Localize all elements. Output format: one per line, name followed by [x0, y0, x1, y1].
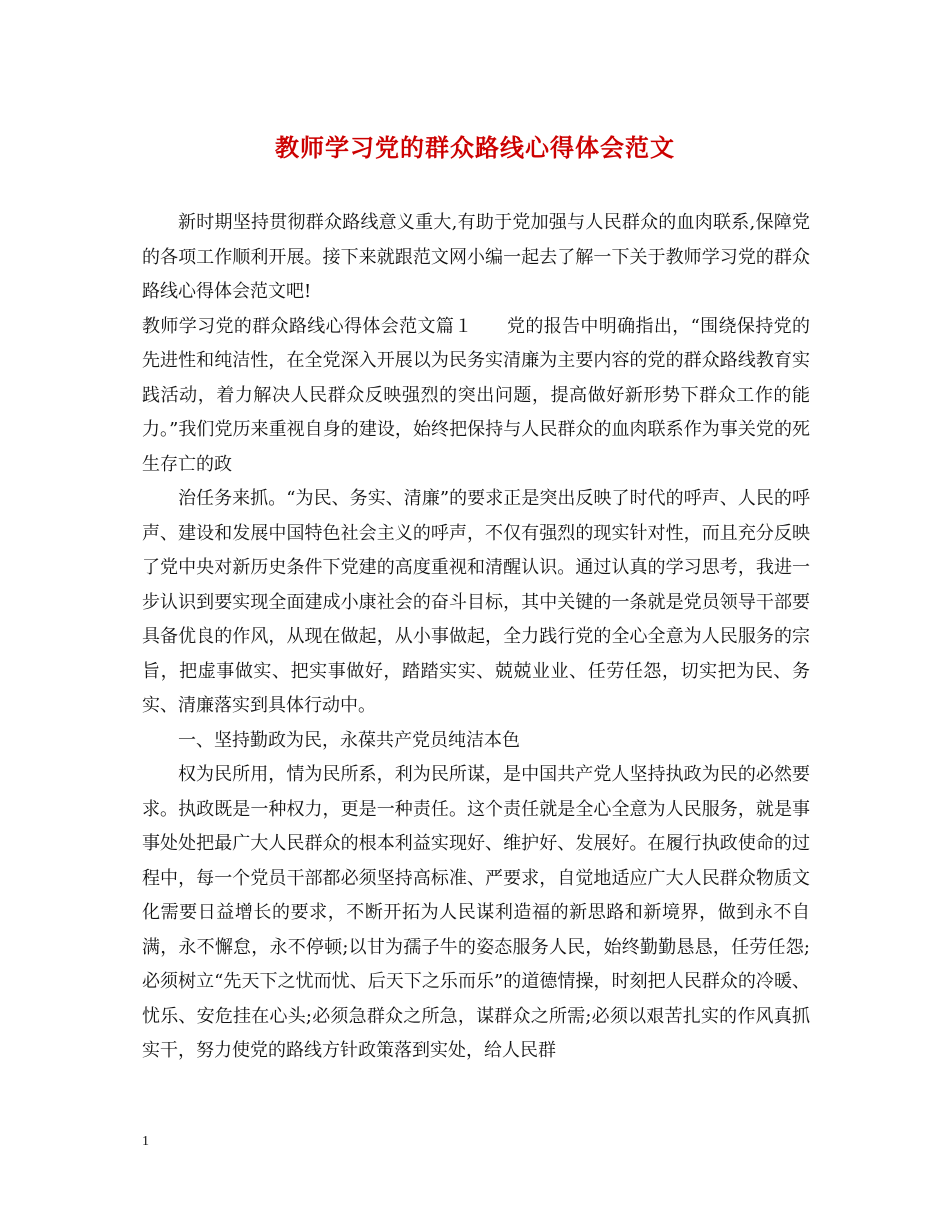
page-number: 1	[142, 1134, 149, 1149]
document-body	[142, 206, 810, 1069]
body-paragraph-2: 治任务来抓。“为民、务实、清廉”的要求正是突出反映了时代的呼声、人民的呼声、建设和发展中国特色社会主义的呼声，不仅有强烈的现实针对性，而且充分反映了党中央对新历史条件下党建的高度重视和清醒认识。通过认真的学习思考，我进一步认识到要实现全面建成小康社会的奋斗目标，其中关键的一条就是党员领导干部要具备优良的作风，从现在做起，从小事做起，全力践行党的全心全意为人民服务的宗旨，把虚事做实、把实事做好，踏踏实实、兢兢业业、任劳任怨，切实把为民、务实、清廉落实到具体行动中。	[142, 488, 810, 716]
document-title: 教师学习党的群众路线心得体会范文	[275, 133, 675, 162]
body-paragraph-3: 权为民所用，情为民所系，利为民所谋，是中国共产党人坚持执政为民的必然要求。执政既是一种权力，更是一种责任。这个责任就是全心全意为人民服务，就是事事处处把最广大人民群众的根本利益实现好、维护好、发展好。在履行执政使命的过程中，每一个党员干部都必须坚持高标准、严要求，自觉地适应广大人民群众物质文化需要日益增长的要求，不断开拓为人民谋利造福的新思路和新境界，做到永不自满，永不懈怠，永不停顿;以甘为孺子牛的姿态服务人民，始终勤勤恳恳，任劳任怨;必须树立“先天下之忧而忧、后天下之乐而乐”的道德情操，时刻把人民群众的冷暖、忧乐、安危挂在心头;必须急群众之所急，谋群众之所需;必须以艰苦扎实的作风真抓实干，努力使党的路线方针政策落到实处，给人民群	[142, 764, 810, 1061]
section-heading: 教师学习党的群众路线心得体会范文篇１	[142, 315, 473, 337]
subheading-one: 一、坚持勤政为民，永葆共产党员纯洁本色	[178, 729, 520, 751]
section-paragraph	[142, 310, 810, 483]
section-text: 党的报告中明确指出，“围绕保持党的先进性和纯洁性，在全党深入开展以为民务实清廉为主要内容的党的群众路线教育实践活动，着力解决人民群众反映强烈的突出问题，提高做好新形势下群众工作的能力。”我们党历来重视自身的建设，始终把保持与人民群众的血肉联系作为事关党的死生存亡的政	[142, 315, 811, 475]
intro-paragraph: 新时期坚持贯彻群众路线意义重大,有助于党加强与人民群众的血肉联系,保障党的各项工作顺利开展。接下来就跟范文网小编一起去了解一下关于教师学习党的群众路线心得体会范文吧!	[142, 212, 810, 302]
